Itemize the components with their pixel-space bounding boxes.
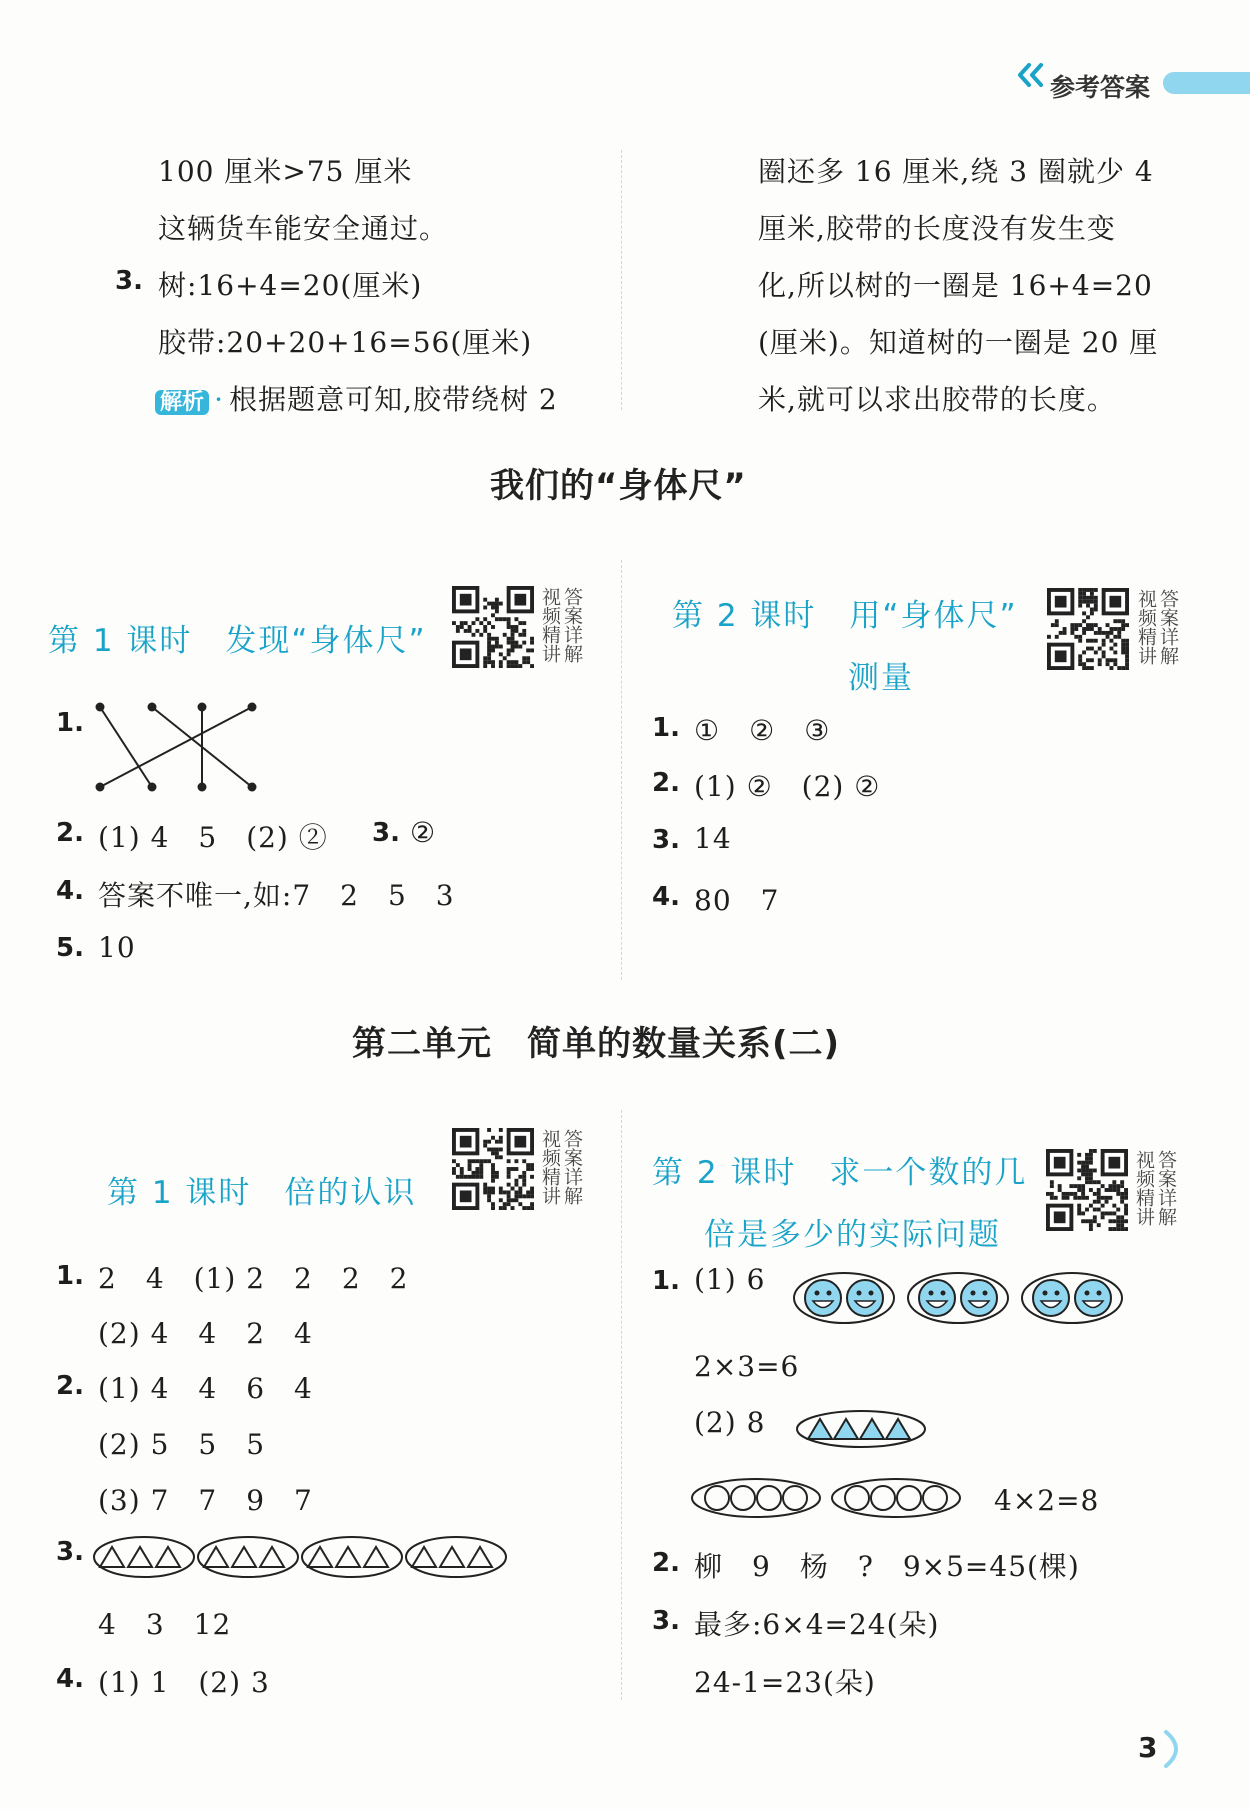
s2-left-q2-line3: (3) 7 7 9 7 — [98, 1484, 313, 1517]
analysis-line1: 根据题意可知,胶带绕树 2 — [229, 383, 558, 416]
s2-left-q2-line2: (2) 5 5 5 — [98, 1428, 266, 1461]
top-right-line5: 米,就可以求出胶带的长度。 — [758, 383, 1116, 416]
qr-code — [452, 1128, 534, 1214]
qr-caption: 视频精讲 答案详解 — [1135, 589, 1179, 665]
s2-right-lesson-title-2: 倍是多少的实际问题 — [704, 1217, 1001, 1253]
q3-number: 3. — [115, 266, 143, 296]
s2-right-q2-text: 柳 9 杨 ? 9×5=45(棵) — [694, 1550, 1080, 1583]
analysis-line: 解析 · 根据题意可知,胶带绕树 2 — [155, 378, 558, 418]
matching-diagram — [92, 700, 262, 799]
s1-left-q2-number: 2. — [56, 818, 84, 848]
header-bar — [1163, 72, 1250, 94]
column-divider — [621, 150, 622, 410]
s2-right-q2-number: 2. — [652, 1548, 680, 1578]
section2-divider — [621, 1110, 622, 1700]
triangle-groups-figure — [92, 1532, 512, 1586]
top-right-line4: (厘米)。知道树的一圈是 20 厘 — [758, 326, 1159, 359]
q3-line2: 胶带:20+20+16=56(厘米) — [158, 326, 533, 359]
s1-right-q4-number: 4. — [652, 882, 680, 912]
s2-left-q4-number: 4. — [56, 1664, 84, 1694]
s2-right-q1-eq2: 4×2=8 — [994, 1484, 1100, 1517]
s2-left-q2-line1: (1) 4 4 6 4 — [98, 1372, 313, 1405]
circle-groups-figure — [690, 1476, 962, 1524]
s2-right-q3-line1: 最多:6×4=24(朵) — [694, 1608, 940, 1641]
s1-left-q3-text: ② — [410, 816, 437, 849]
qr-code — [1047, 588, 1129, 674]
s1-right-lesson-title-2: 测量 — [848, 660, 914, 696]
top-right-line3: 化,所以树的一圈是 16+4=20 — [758, 269, 1153, 302]
s1-right-q2-text: (1) ② (2) ② — [694, 770, 881, 803]
s1-right-q1-text: ① ② ③ — [694, 714, 831, 747]
header-chevron-icon — [1015, 62, 1047, 92]
s1-right-q4-text: 80 7 — [694, 884, 780, 917]
s1-left-q2-text: (1) 4 5 (2) ② — [98, 821, 328, 854]
s1-right-q1-number: 1. — [652, 713, 680, 743]
s1-right-q3-text: 14 — [694, 822, 732, 855]
s1-left-q4-number: 4. — [56, 876, 84, 906]
page-number: 3 — [1138, 1731, 1158, 1764]
top-left-line1: 100 厘米>75 厘米 — [158, 155, 413, 188]
header-label: 参考答案 — [1050, 73, 1151, 102]
s2-right-q1-eq: 2×3=6 — [694, 1350, 800, 1383]
s1-right-lesson-title-1: 第 2 课时 用“身体尺” — [672, 598, 1018, 634]
smiley-groups-figure — [792, 1270, 1127, 1330]
section2-title: 第二单元 简单的数量关系(二) — [352, 1024, 841, 1064]
s2-right-lesson-title-1: 第 2 课时 求一个数的几 — [652, 1155, 1028, 1191]
s2-right-q3-line2: 24-1=23(朵) — [694, 1666, 876, 1699]
qr-caption: 视频精讲 答案详解 — [539, 1129, 583, 1205]
s1-left-q4-text: 答案不唯一,如:7 2 5 3 — [98, 879, 455, 912]
triangle-row-figure — [794, 1408, 928, 1454]
s1-left-q5-number: 5. — [56, 933, 84, 963]
s1-left-lesson-title: 第 1 课时 发现“身体尺” — [48, 623, 427, 659]
s1-left-q5-text: 10 — [98, 931, 136, 964]
s2-right-q1-a: (1) 6 — [694, 1263, 766, 1296]
s2-left-q3-line2: 4 3 12 — [98, 1608, 232, 1641]
s2-left-lesson-title: 第 1 课时 倍的认识 — [107, 1175, 417, 1211]
q3-line1: 树:16+4=20(厘米) — [158, 269, 423, 302]
top-right-line1: 圈还多 16 厘米,绕 3 圈就少 4 — [758, 155, 1154, 188]
section1-divider — [621, 560, 622, 980]
s1-left-q1-number: 1. — [56, 708, 84, 738]
s2-left-q4-text: (1) 1 (2) 3 — [98, 1666, 270, 1699]
s2-left-q3-number: 3. — [56, 1537, 84, 1567]
qr-caption: 视频精讲 答案详解 — [1133, 1150, 1177, 1226]
qr-caption: 视频精讲 答案详解 — [539, 587, 583, 663]
section1-title: 我们的“身体尺” — [490, 466, 747, 506]
s2-left-q1-number: 1. — [56, 1261, 84, 1291]
s2-left-q2-number: 2. — [56, 1371, 84, 1401]
analysis-badge: 解析 — [155, 390, 209, 415]
s1-right-q3-number: 3. — [652, 825, 680, 855]
page-number-badge — [1130, 1728, 1190, 1770]
qr-code — [1046, 1149, 1128, 1235]
s2-left-q1-line1: 2 4 (1) 2 2 2 2 — [98, 1262, 409, 1295]
s1-left-q3-number: 3. — [372, 818, 400, 848]
s2-right-q1-b: (2) 8 — [694, 1406, 766, 1439]
s2-left-q1-line2: (2) 4 4 2 4 — [98, 1317, 313, 1350]
top-left-line2: 这辆货车能安全通过。 — [158, 212, 449, 245]
qr-code — [452, 586, 534, 672]
s1-right-q2-number: 2. — [652, 768, 680, 798]
s2-right-q1-number: 1. — [652, 1266, 680, 1296]
top-right-line2: 厘米,胶带的长度没有发生变 — [758, 212, 1116, 245]
s2-right-q3-number: 3. — [652, 1606, 680, 1636]
